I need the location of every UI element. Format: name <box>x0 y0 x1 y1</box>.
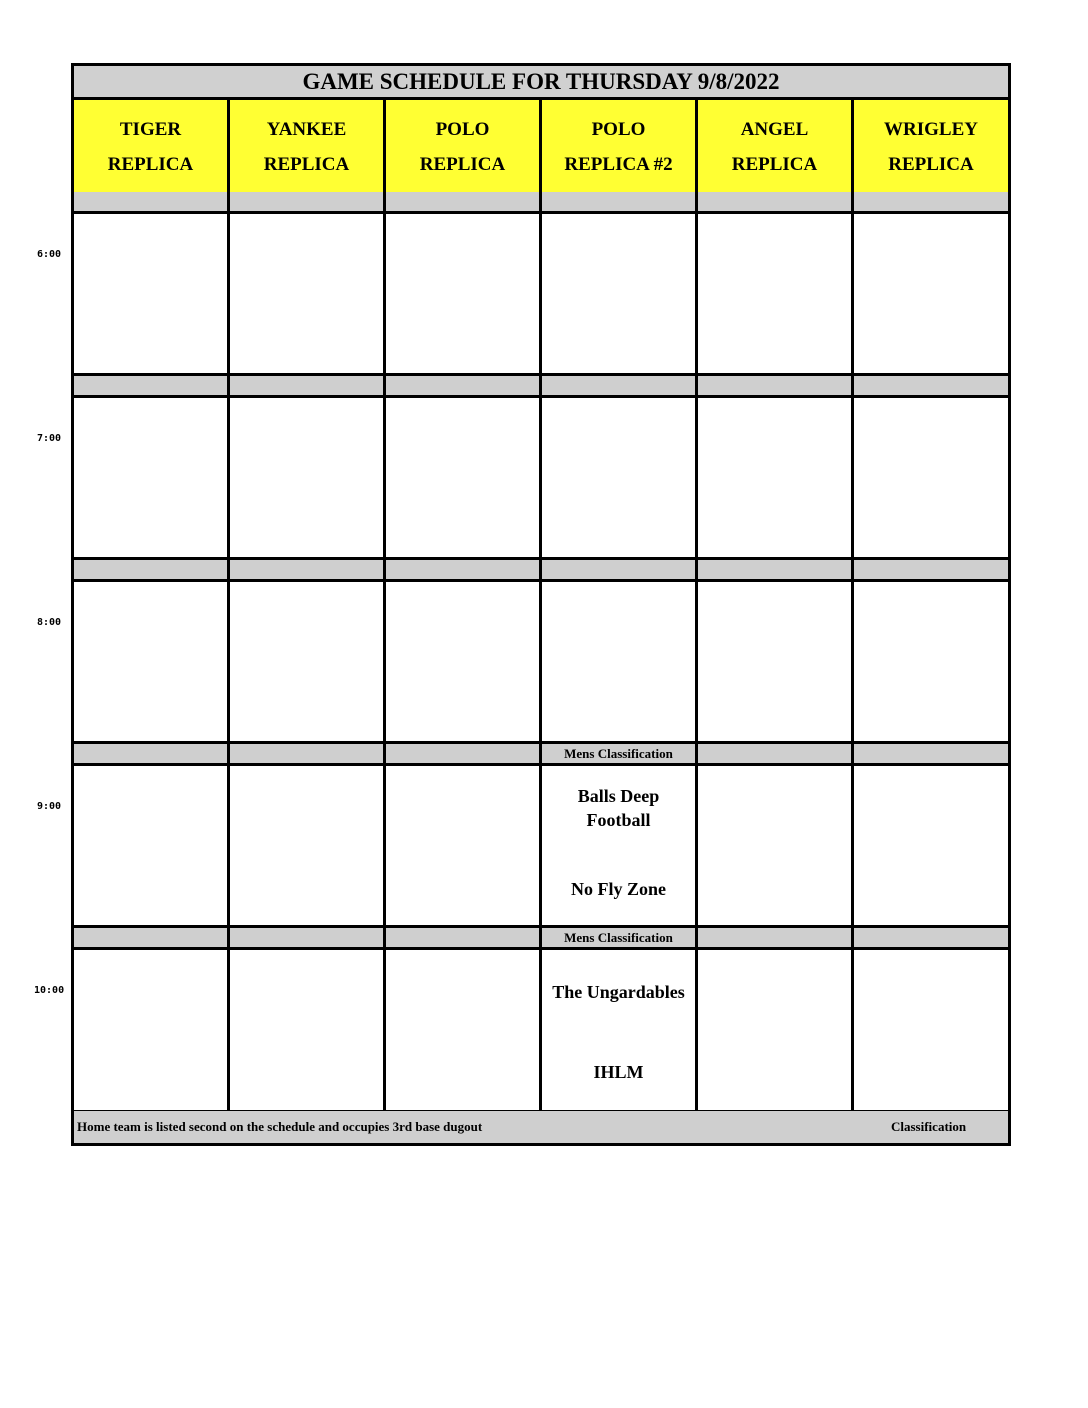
field-header-polo <box>386 100 542 192</box>
game-cell <box>386 950 542 1110</box>
time-label-8: 8:00 <box>37 617 62 628</box>
game-cell <box>230 214 386 373</box>
game-cell <box>698 398 854 557</box>
game-cell <box>854 950 1008 1110</box>
game-cell <box>854 582 1008 741</box>
field-type: REPLICA <box>888 154 974 175</box>
time-label-6: 6:00 <box>37 249 62 260</box>
game-cell <box>698 950 854 1110</box>
home-team: IHLM <box>593 1062 644 1082</box>
field-name: TIGER <box>119 119 182 140</box>
game-cell <box>74 398 230 557</box>
field-name: YANKEE <box>266 119 347 140</box>
field-name: WRIGLEY <box>884 119 978 140</box>
footer-note: Home team is listed second on the schedule and occupies 3rd base dugout <box>77 1119 483 1134</box>
classification-row-9 <box>74 744 1008 766</box>
time-label-10: 10:00 <box>34 985 65 996</box>
game-cell <box>542 582 698 741</box>
slot-row-7 <box>74 398 1008 560</box>
schedule-title: GAME SCHEDULE FOR THURSDAY 9/8/2022 <box>74 66 1008 100</box>
field-header-tiger <box>74 100 230 192</box>
slot-row-9 <box>74 766 1008 928</box>
game-cell <box>230 950 386 1110</box>
classification-label: Mens Classification <box>542 744 698 763</box>
away-team-line2: Football <box>586 810 651 830</box>
field-header-wrigley <box>854 100 1008 192</box>
game-cell <box>542 950 698 1110</box>
field-type: REPLICA <box>731 154 818 175</box>
home-team: No Fly Zone <box>570 879 666 899</box>
field-header-polo-2 <box>542 100 698 192</box>
classification-row-10 <box>74 928 1008 950</box>
field-name: POLO <box>435 119 490 140</box>
game-cell <box>698 766 854 925</box>
field-name: ANGEL <box>740 119 809 140</box>
game-cell <box>230 398 386 557</box>
game-cell <box>386 582 542 741</box>
footer-bar <box>74 1111 1008 1143</box>
field-type: REPLICA <box>263 154 350 175</box>
game-cell <box>698 582 854 741</box>
footer-classification: Classification <box>891 1119 967 1134</box>
field-type: REPLICA <box>107 154 194 175</box>
slot-row-10 <box>74 950 1008 1113</box>
game-cell <box>230 766 386 925</box>
away-team: The Ungardables <box>552 982 685 1002</box>
field-type: REPLICA <box>419 154 506 175</box>
classification-row-6 <box>74 192 1008 214</box>
away-team <box>542 784 695 832</box>
game-cell <box>386 766 542 925</box>
game-cell <box>698 214 854 373</box>
field-header-row <box>74 100 1008 195</box>
game-cell <box>542 398 698 557</box>
game-cell <box>74 214 230 373</box>
classification-row-8 <box>74 560 1008 582</box>
field-name: POLO <box>591 119 646 140</box>
game-cell <box>230 582 386 741</box>
game-cell <box>542 766 698 925</box>
game-cell <box>854 214 1008 373</box>
game-cell <box>74 582 230 741</box>
time-label-9: 9:00 <box>37 801 62 812</box>
game-cell <box>74 766 230 925</box>
schedule-sheet <box>71 63 1011 1146</box>
field-type: REPLICA #2 <box>564 154 673 175</box>
slot-row-8 <box>74 582 1008 744</box>
game-cell <box>74 950 230 1110</box>
time-label-7: 7:00 <box>37 433 62 444</box>
game-cell <box>386 214 542 373</box>
game-cell <box>854 766 1008 925</box>
game-cell <box>854 398 1008 557</box>
game-cell <box>542 214 698 373</box>
away-team-line1: Balls Deep <box>577 786 660 806</box>
classification-row-7 <box>74 376 1008 398</box>
classification-label: Mens Classification <box>542 928 698 947</box>
field-header-angel <box>698 100 854 192</box>
slot-row-6 <box>74 214 1008 376</box>
game-cell <box>386 398 542 557</box>
field-header-yankee <box>230 100 386 192</box>
